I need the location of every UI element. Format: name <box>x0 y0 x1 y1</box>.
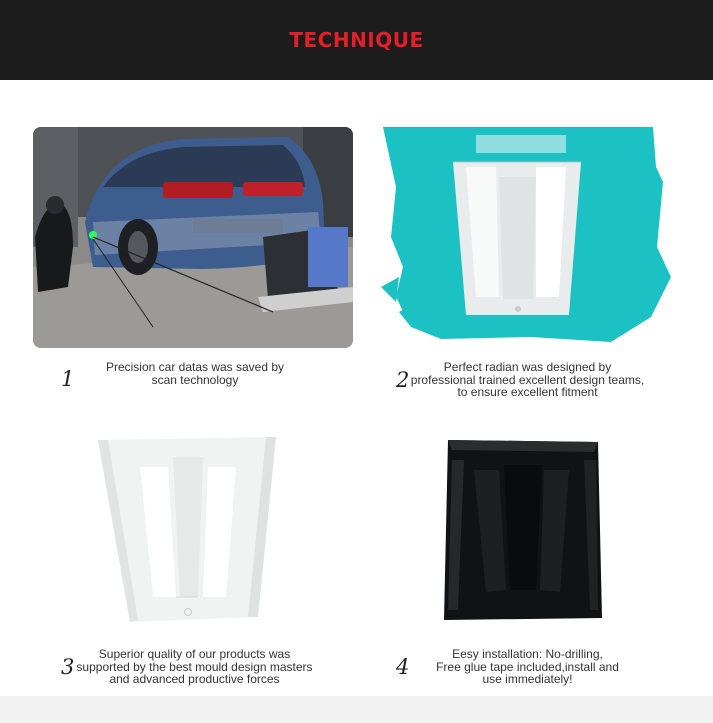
caption-line: professional trained excellent design teams, <box>410 372 645 387</box>
caption-line: Free glue tape included,install and <box>436 659 619 674</box>
step-caption-1 <box>75 361 315 386</box>
hood-3d-model-render <box>381 127 671 345</box>
step-caption-3 <box>72 648 317 686</box>
caption-line: supported by the best mould design masters <box>76 659 313 674</box>
white-fiberglass-hood-scoop <box>98 437 276 623</box>
caption-line: and advanced productive forces <box>109 672 280 686</box>
caption-line: Precision car datas was saved by <box>105 360 285 374</box>
step-number-4: 4 <box>396 655 410 679</box>
caption-line: Eesy installation: No-drilling, <box>452 647 603 661</box>
caption-line: scan technology <box>151 372 239 387</box>
caption-line: Superior quality of our products was <box>98 647 291 661</box>
carbon-fiber-hood-scoop <box>444 440 602 620</box>
car-scanning-photo <box>33 127 353 348</box>
section-title: TECHNIQUE <box>289 28 424 52</box>
step-caption-2 <box>410 361 645 399</box>
caption-line: to ensure excellent fitment <box>457 385 598 399</box>
footer-strip <box>0 696 713 723</box>
step-number-2: 2 <box>396 368 410 392</box>
caption-line: use immediately! <box>482 672 573 686</box>
step-number-1: 1 <box>61 367 75 391</box>
caption-line: Perfect radian was designed by <box>443 360 612 374</box>
header-banner <box>0 0 713 80</box>
step-caption-4 <box>415 648 640 686</box>
step-number-3: 3 <box>61 655 75 679</box>
